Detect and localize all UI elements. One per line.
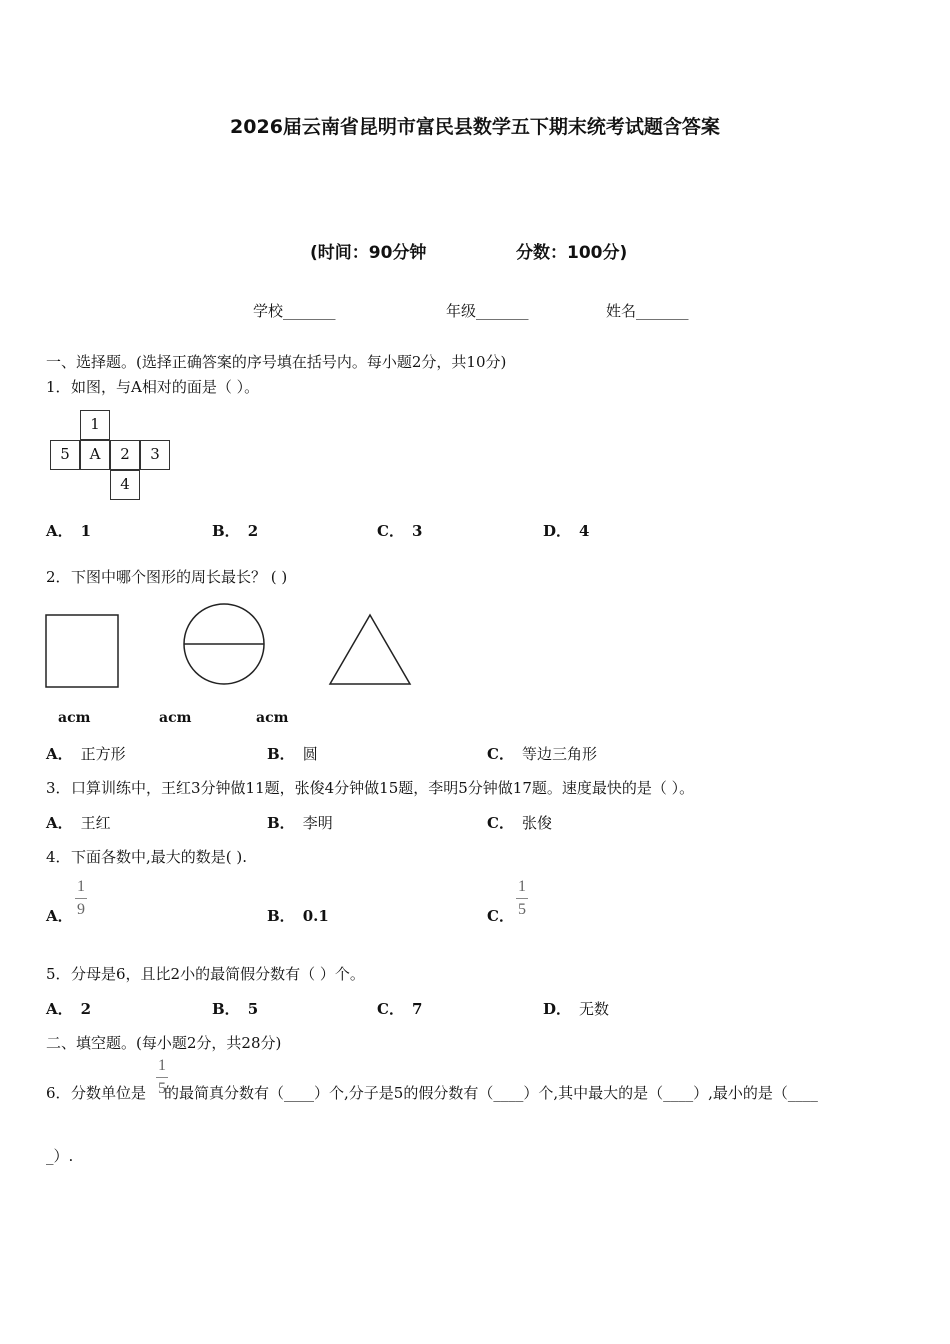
q4-option-b[interactable]: B． 0.1 [267,907,329,925]
q4-option-a[interactable]: A． [46,907,73,925]
question-4 [46,846,247,867]
triangle-shape [330,615,410,684]
section-1-heading: 一、选择题。(选择正确答案的序号填在括号内。每小题2分，共10分) [46,353,507,371]
q2-option-b[interactable]: B． 圆 [267,745,318,763]
grade-field: 年级_______ [446,302,529,320]
q5-option-a[interactable]: A． 2 [46,1000,92,1018]
school-field: 学校_______ [253,302,336,320]
section-2-heading: 二、填空题。(每小题2分，共28分) [46,1034,282,1052]
q1-option-c[interactable]: C． 3 [377,522,423,540]
square-shape [46,615,118,687]
name-field: 姓名_______ [606,302,689,320]
shapes-figure [40,598,420,698]
exam-time: (时间：90分钟 [310,243,427,263]
triangle-side-label: acm [256,710,289,726]
q1-option-d[interactable]: D． 4 [543,522,590,540]
question-text: 下图中哪个图形的周长最长？ ( ) [71,568,288,586]
net-face: 1 [80,410,110,440]
net-face: A [80,440,110,470]
q3-option-c[interactable]: C． 张俊 [487,814,552,832]
exam-score: 分数：100分) [516,243,628,263]
question-text: 如图，与A相对的面是（ ）。 [71,378,260,396]
q2-option-c[interactable]: C． 等边三角形 [487,745,597,763]
q5-option-b[interactable]: B． 5 [212,1000,259,1018]
net-face: 2 [110,440,140,470]
fraction-one-fifth: $\frac{1}{5}$ [158,1057,166,1097]
question-number: 2． [46,568,71,586]
question-number: 5． [46,965,71,983]
q4-option-c[interactable]: C． [487,907,514,925]
q5-option-c[interactable]: C． 7 [377,1000,423,1018]
square-side-label: acm [58,710,91,726]
q3-option-a[interactable]: A． 王红 [46,814,111,832]
question-3 [46,777,694,798]
page-title: 2026届云南省昆明市富民县数学五下期末统考试题含答案 [230,116,720,138]
question-text: 口算训练中，王红3分钟做11题，张俊4分钟做15题，李明5分钟做17题。速度最快的是（ ）。 [71,779,695,797]
fraction-one-ninth: $\frac{1}{9}$ [77,878,85,918]
question-text-post: 的最简真分数有（____）个,分子是5的假分数有（____）个,其中最大的是（____）,最小的是（____ [164,1084,818,1102]
net-face: 4 [110,470,140,500]
question-number: 3． [46,779,71,797]
circle-diameter-label: acm [159,710,192,726]
q2-option-a[interactable]: A． 正方形 [46,745,126,763]
question-number: 1． [46,378,71,396]
question-6-continued: _）. [46,1147,74,1165]
net-face: 5 [50,440,80,470]
question-5 [46,963,365,984]
q3-option-b[interactable]: B． 李明 [267,814,333,832]
question-2 [46,566,287,587]
question-number: 4． [46,848,71,866]
question-text: 下面各数中,最大的数是( ). [71,848,248,866]
question-text-pre: 分数单位是 [71,1084,147,1102]
q1-option-b[interactable]: B． 2 [212,522,259,540]
fraction-one-fifth: $\frac{1}{5}$ [518,878,526,918]
question-1 [46,376,259,397]
q1-option-a[interactable]: A． 1 [46,522,92,540]
q5-option-d[interactable]: D． 无数 [543,1000,610,1018]
cube-net-figure [50,410,175,502]
question-text: 分母是6，且比2小的最简假分数有（ ）个。 [71,965,365,983]
question-number: 6． [46,1084,71,1102]
net-face: 3 [140,440,170,470]
